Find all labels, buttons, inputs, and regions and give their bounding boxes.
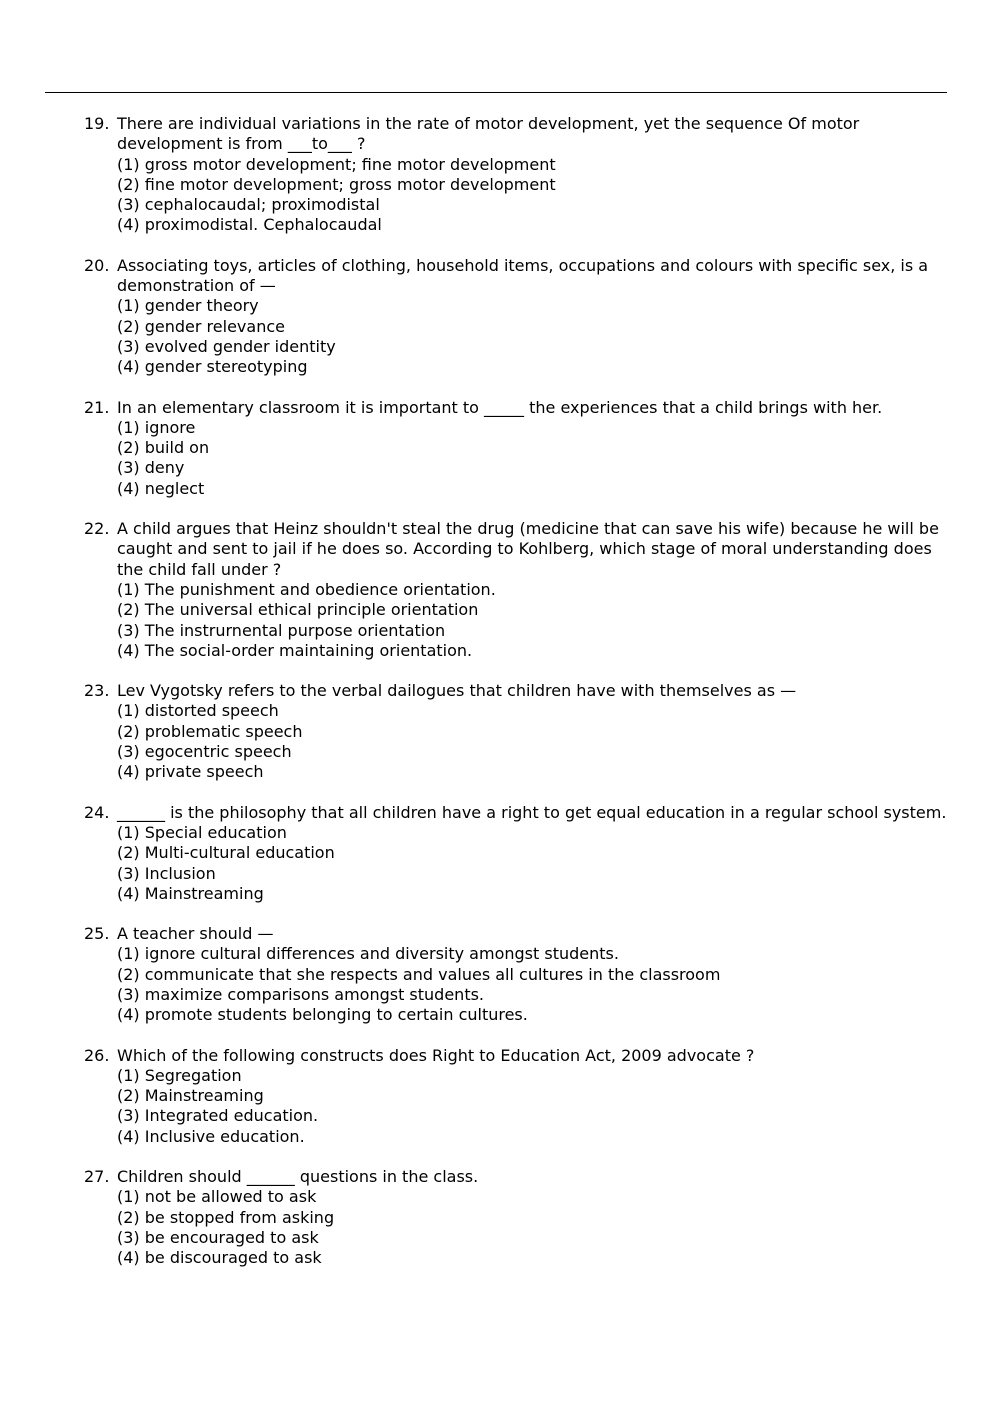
question-text: Which of the following constructs does Right to Education Act, 2009 advocate ?	[117, 1045, 755, 1065]
option-2: (2) communicate that she respects and values all cultures in the classroom	[117, 964, 721, 984]
option-1: (1) The punishment and obedience orientation.	[117, 579, 496, 599]
option-3: (3) evolved gender identity	[117, 336, 336, 356]
question-number: 24.	[84, 802, 110, 822]
option-1: (1) distorted speech	[117, 701, 279, 721]
option-list	[84, 1187, 950, 1268]
question-25	[84, 924, 950, 1025]
option-1: (1) Special education	[117, 822, 287, 842]
question-text: Lev Vygotsky refers to the verbal dailogues that children have with themselves as —	[117, 681, 797, 701]
option-1: (1) gender theory	[117, 296, 259, 316]
option-3: (3) be encouraged to ask	[117, 1227, 319, 1247]
option-3: (3) egocentric speech	[117, 742, 292, 762]
option-3: (3) Inclusion	[117, 863, 216, 883]
option-2: (2) fine motor development; gross motor development	[117, 174, 556, 194]
question-text: In an elementary classroom it is important to _____ the experiences that a child brings with her.	[117, 397, 883, 417]
option-4: (4) The social-order maintaining orientation.	[117, 640, 473, 660]
question-19	[84, 114, 950, 236]
option-3: (3) Integrated education.	[117, 1106, 319, 1126]
option-list	[84, 823, 950, 904]
option-4: (4) Inclusive education.	[117, 1126, 305, 1146]
option-list	[84, 701, 950, 782]
question-text: Children should ______ questions in the class.	[117, 1167, 479, 1187]
question-number: 19.	[84, 114, 110, 133]
question-number: 25.	[84, 924, 110, 944]
question-number: 23.	[84, 681, 110, 701]
question-text: Associating toys, articles of clothing, household items, occupations and colours with specific sex, is a demonstration of —	[117, 255, 934, 296]
header-divider	[45, 92, 947, 93]
option-list	[84, 1066, 950, 1147]
option-1: (1) ignore	[117, 417, 196, 437]
option-4: (4) private speech	[117, 762, 264, 782]
question-list	[84, 114, 950, 1289]
option-list	[84, 418, 950, 499]
option-3: (3) The instrurnental purpose orientation	[117, 620, 446, 640]
question-number: 22.	[84, 519, 110, 539]
option-4: (4) Mainstreaming	[117, 883, 264, 903]
option-2: (2) The universal ethical principle orientation	[117, 600, 479, 620]
option-3: (3) maximize comparisons amongst students.	[117, 984, 485, 1004]
option-list	[84, 155, 950, 236]
option-4: (4) promote students belonging to certain cultures.	[117, 1005, 528, 1025]
option-2: (2) problematic speech	[117, 721, 303, 741]
option-1: (1) gross motor development; fine motor development	[117, 154, 556, 174]
option-1: (1) not be allowed to ask	[117, 1187, 317, 1207]
question-20	[84, 256, 950, 378]
question-21	[84, 398, 950, 499]
question-24	[84, 803, 950, 904]
option-2: (2) Mainstreaming	[117, 1086, 264, 1106]
option-3: (3) cephalocaudal; proximodistal	[117, 195, 380, 215]
question-26	[84, 1046, 950, 1147]
option-list	[84, 944, 950, 1025]
question-number: 26.	[84, 1045, 110, 1065]
option-2: (2) Multi-cultural education	[117, 843, 335, 863]
option-1: (1) ignore cultural differences and diversity amongst students.	[117, 944, 619, 964]
option-2: (2) be stopped from asking	[117, 1207, 335, 1227]
question-27	[84, 1167, 950, 1268]
question-number: 20.	[84, 255, 110, 275]
option-2: (2) build on	[117, 438, 210, 458]
question-number: 27.	[84, 1167, 110, 1187]
option-4: (4) be discouraged to ask	[117, 1248, 322, 1268]
option-3: (3) deny	[117, 458, 185, 478]
question-text: There are individual variations in the rate of motor development, yet the sequence Of motor development is from ___to___ ?	[117, 114, 865, 154]
option-4: (4) gender stereotyping	[117, 357, 308, 377]
option-4: (4) neglect	[117, 478, 205, 498]
question-text: ______ is the philosophy that all children have a right to get equal education in a regular school system.	[117, 802, 947, 822]
option-1: (1) Segregation	[117, 1065, 242, 1085]
question-23	[84, 681, 950, 782]
option-list	[84, 296, 950, 377]
question-text: A teacher should —	[117, 924, 274, 944]
question-22	[84, 519, 950, 661]
question-number: 21.	[84, 397, 110, 417]
option-4: (4) proximodistal. Cephalocaudal	[117, 215, 382, 235]
question-text: A child argues that Heinz shouldn't steal the drug (medicine that can save his wife) because he will be caught and sent to jail if he does so. According to Kohlberg, which stage of moral understanding does the child fall under ?	[117, 519, 944, 579]
option-list	[84, 580, 950, 661]
option-2: (2) gender relevance	[117, 316, 285, 336]
